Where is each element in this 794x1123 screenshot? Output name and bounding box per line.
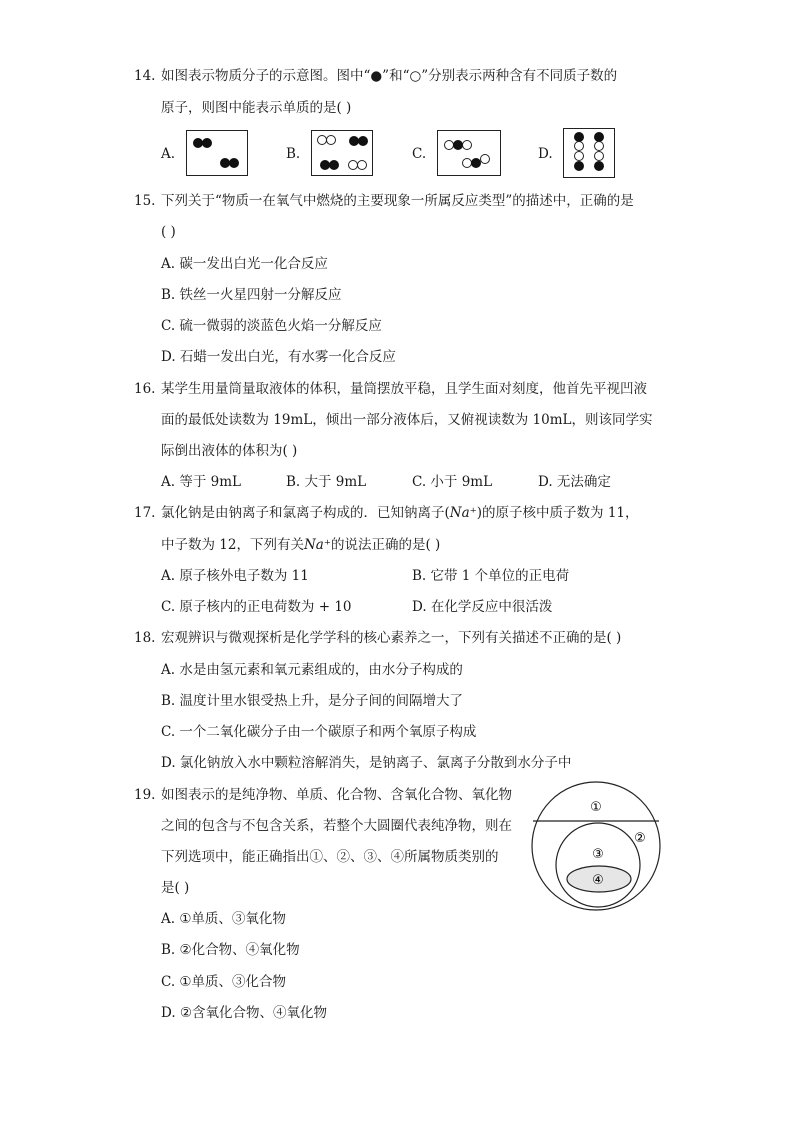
q19-stem-line3: 下列选项中，能正确指出①、②、③、④所属物质类别的 [161, 849, 499, 865]
q15-option-d[interactable]: D. 石蜡一发出白光，有水雾一化合反应 [161, 349, 396, 365]
q18-number: 18. [134, 630, 156, 646]
hollow-atom [574, 151, 584, 161]
q19-number: 19. [134, 787, 156, 803]
label-2: ② [634, 831, 646, 846]
hollow-atom [480, 154, 490, 164]
q19-stem-line1: 如图表示的是纯净物、单质、化合物、含氧化合物、氧化物 [161, 787, 512, 803]
filled-atom [202, 138, 212, 148]
q14-stem-line1: 如图表示物质分子的示意图。图中“●”和“○”分别表示两种含有不同质子数的 [161, 68, 618, 84]
q14-option-c-label[interactable]: C. [412, 146, 427, 162]
q18-option-d[interactable]: D. 氯化钠放入水中颗粒溶解消失，是钠离子、氯离子分散到水分子中 [161, 755, 572, 771]
filled-atom [229, 158, 239, 168]
hollow-atom [462, 140, 472, 150]
q14-option-a-diagram [186, 130, 248, 176]
q15-option-b[interactable]: B. 铁丝一火星四射一分解反应 [161, 287, 342, 303]
q15-stem-line1: 下列关于“物质一在氧气中燃烧的主要现象一所属反应类型”的描述中，正确的是 [161, 193, 634, 209]
q16-option-d[interactable]: D. 无法确定 [538, 474, 611, 490]
q17-stem-line1 [161, 503, 639, 523]
q14-stem-line2: 原子，则图中能表示单质的是( ) [161, 100, 352, 116]
q17-option-d[interactable]: D. 在化学反应中很活泼 [412, 599, 553, 615]
q19-stem-line4: 是( ) [161, 880, 190, 896]
q16-stem-line2: 面的最低处读数为 19mL，倾出一部分液体后，又俯视读数为 10mL，则该同学实 [161, 412, 653, 428]
q14-option-d-label[interactable]: D. [538, 146, 553, 162]
q19-option-a[interactable]: A. ①单质、③氧化物 [161, 911, 286, 927]
sodium-ion-formula: Na⁺ [449, 505, 477, 521]
q16-option-c[interactable]: C. 小于 9mL [412, 474, 493, 490]
q18-option-c[interactable]: C. 一个二氧化碳分子由一个碳原子和两个氧原子构成 [161, 724, 477, 740]
q17-option-c[interactable]: C. 原子核内的正电荷数为 + 10 [161, 599, 352, 615]
q18-stem-line1: 宏观辨识与微观探析是化学学科的核心素养之一，下列有关描述不正确的是( ) [161, 630, 622, 646]
q16-option-b[interactable]: B. 大于 9mL [286, 474, 367, 490]
q16-option-a[interactable]: A. 等于 9mL [161, 474, 241, 490]
q14-option-a-label[interactable]: A. [161, 146, 176, 162]
filled-atom [594, 161, 604, 171]
q17-stem-line2-text-a: 中子数为 12，下列有关 [161, 537, 304, 553]
q17-stem-line1-text-a: 氯化钠是由钠离子和氯离子构成的．已知钠离子( [161, 505, 450, 521]
q19-venn-diagram [528, 778, 664, 914]
q17-number: 17. [134, 505, 156, 521]
q17-stem-line2-text-b: 的说法正确的是( ) [330, 537, 441, 553]
q17-stem-line2 [161, 535, 440, 555]
label-4: ④ [592, 873, 604, 888]
q15-number: 15. [134, 193, 156, 209]
q14-option-b-diagram [311, 130, 373, 176]
q17-option-a[interactable]: A. 原子核外电子数为 11 [161, 568, 309, 584]
label-1: ① [590, 800, 602, 815]
q14-option-d-diagram [563, 128, 615, 178]
hollow-atom [594, 141, 604, 151]
q16-stem-line3: 际倒出液体的体积为( ) [161, 443, 298, 459]
q16-stem-line1: 某学生用量筒量取液体的体积，量筒摆放平稳，且学生面对刻度，他首先平视凹液 [161, 381, 647, 397]
label-3: ③ [592, 847, 604, 862]
hollow-atom [594, 151, 604, 161]
sodium-ion-formula: Na⁺ [303, 537, 331, 553]
q18-option-b[interactable]: B. 温度计里水银受热上升，是分子间的间隔增大了 [161, 693, 464, 709]
q14-option-c-diagram [437, 130, 501, 176]
hollow-atom [326, 135, 336, 145]
q16-number: 16. [134, 381, 156, 397]
q19-option-c[interactable]: C. ①单质、③化合物 [161, 974, 287, 990]
filled-atom [329, 160, 339, 170]
q19-option-d[interactable]: D. ②含氧化合物、④氧化物 [161, 1005, 328, 1021]
q18-option-a[interactable]: A. 水是由氢元素和氧元素组成的，由水分子构成的 [161, 662, 463, 678]
q15-option-a[interactable]: A. 碳一发出白光一化合反应 [161, 256, 328, 272]
middle-circle [556, 823, 640, 907]
q17-option-b[interactable]: B. 它带 1 个单位的正电荷 [412, 568, 570, 584]
q15-option-c[interactable]: C. 硫一微弱的淡蓝色火焰一分解反应 [161, 318, 382, 334]
q19-stem-line2: 之间的包含与不包含关系，若整个大圆圈代表纯净物，则在 [161, 818, 512, 834]
q14-number: 14. [134, 68, 156, 84]
filled-atom [358, 136, 368, 146]
filled-atom [574, 161, 584, 171]
hollow-atom [357, 160, 367, 170]
hollow-atom [574, 141, 584, 151]
q15-stem-line2: ( ) [161, 224, 176, 240]
q19-option-b[interactable]: B. ②化合物、④氧化物 [161, 942, 300, 958]
q14-option-b-label[interactable]: B. [286, 146, 301, 162]
q17-stem-line1-text-b: )的原子核中质子数为 11， [476, 505, 639, 521]
